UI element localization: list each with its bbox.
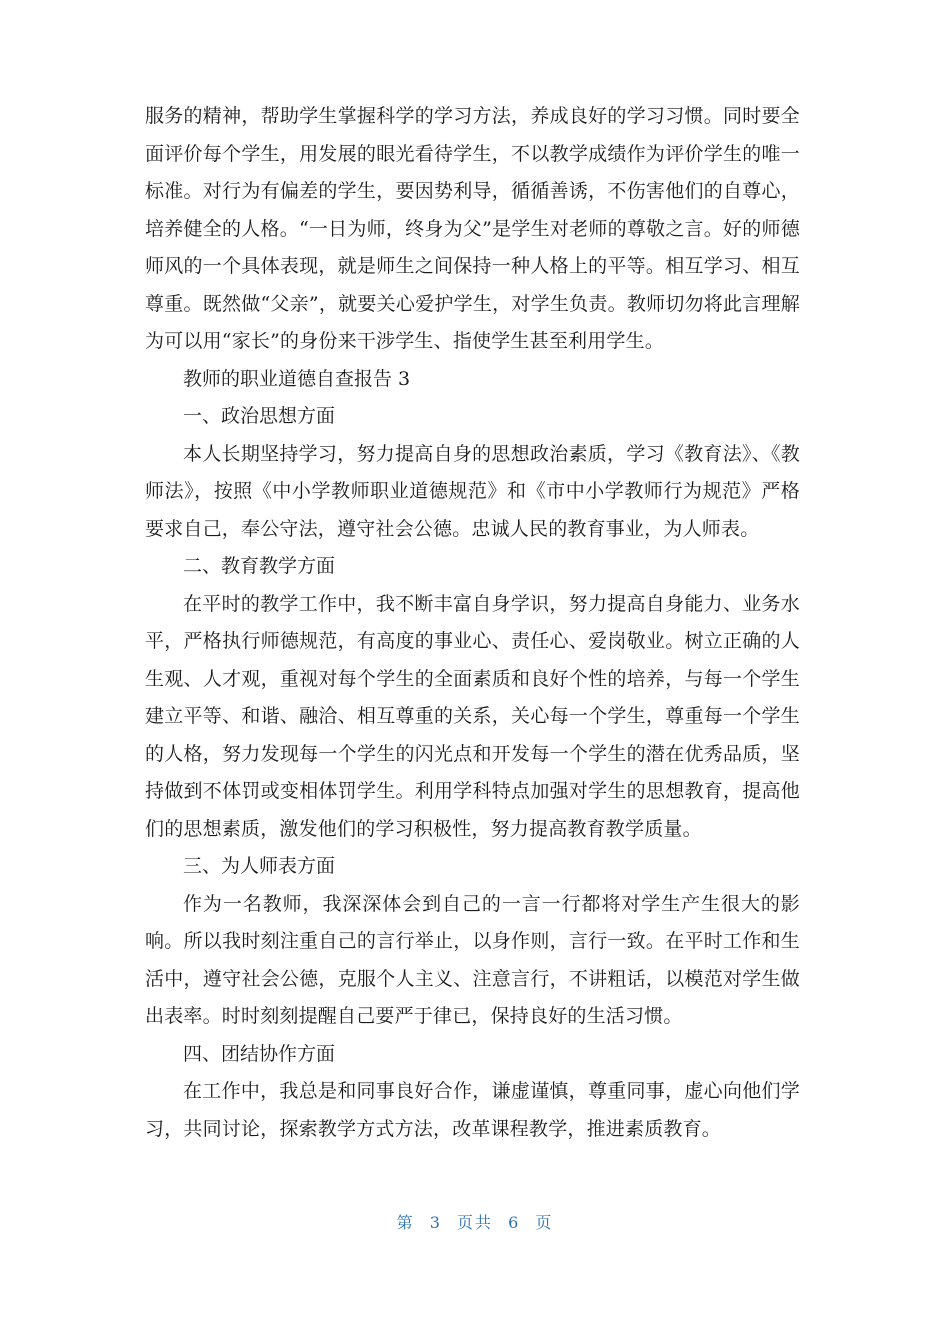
- body-paragraph: 在平时的教学工作中，我不断丰富自身学识，努力提高自身能力、业务水平，严格执行师德规范，有高度的事业心、责任心、爱岗敬业。树立正确的人生观、人才观，重视对每个学生的全面素质和良好个性的培养，与每一个学生建立平等、和谐、融洽、相互尊重的关系，关心每一个学生，尊重每一个学生的人格，努力发现每一个学生的闪光点和开发每一个学生的潜在优秀品质，坚持做到不体罚或变相体罚学生。利用学科特点加强对学生的思想教育，提高他们的思想素质，激发他们的学习积极性，努力提高教育教学质量。: [145, 592, 800, 840]
- body-paragraph: 作为一名教师，我深深体会到自己的一言一行都将对学生产生很大的影响。所以我时刻注重自己的言行举止，以身作则，言行一致。在平时工作和生活中，遵守社会公德，克服个人主义、注意言行，不讲粗话，以模范对学生做出表率。时时刻刻提醒自己要严于律已，保持良好的生活习惯。: [145, 892, 800, 1027]
- section-heading-teaching: 二、教育教学方面: [183, 555, 336, 577]
- document-body: [145, 98, 800, 1148]
- footer-middle: 页共: [456, 1213, 493, 1232]
- report-title: 教师的职业道德自查报告 3: [183, 367, 411, 390]
- footer-prefix: 第: [396, 1213, 415, 1232]
- body-paragraph: 在工作中，我总是和同事良好合作，谦虚谨慎，尊重同事，虚心向他们学习，共同讨论，探索教学方式方法，改革课程教学，推进素质教育。: [145, 1080, 800, 1140]
- body-paragraph: 服务的精神，帮助学生掌握科学的学习方法，养成良好的学习习惯。同时要全面评价每个学生，用发展的眼光看待学生，不以教学成绩作为评价学生的唯一标准。对行为有偏差的学生，要因势利导，循循善诱，不伤害他们的自尊心，培养健全的人格。“一日为师，终身为父”是学生对老师的尊敬之言。好的师德师风的一个具体表现，就是师生之间保持一种人格上的平等。相互学习、相互尊重。既然做“父亲”，就要关心爱护学生，对学生负责。教师切勿将此言理解为可以用“家长”的身份来干涉学生、指使学生甚至利用学生。: [145, 105, 800, 352]
- footer-current-page: 3: [429, 1213, 442, 1232]
- footer-total-pages: 6: [508, 1213, 521, 1232]
- section-heading-role-model: 三、为人师表方面: [183, 855, 336, 877]
- page-footer: [0, 1210, 950, 1233]
- section-heading-politics: 一、政治思想方面: [183, 405, 336, 427]
- section-heading-teamwork: 四、团结协作方面: [183, 1042, 336, 1065]
- body-paragraph: 本人长期坚持学习，努力提高自身的思想政治素质，学习《教育法》、《教师法》，按照《中小学教师职业道德规范》和《市中小学教师行为规范》严格要求自己，奉公守法，遵守社会公德。忠诚人民的教育事业，为人师表。: [145, 442, 800, 540]
- footer-suffix: 页: [535, 1213, 554, 1232]
